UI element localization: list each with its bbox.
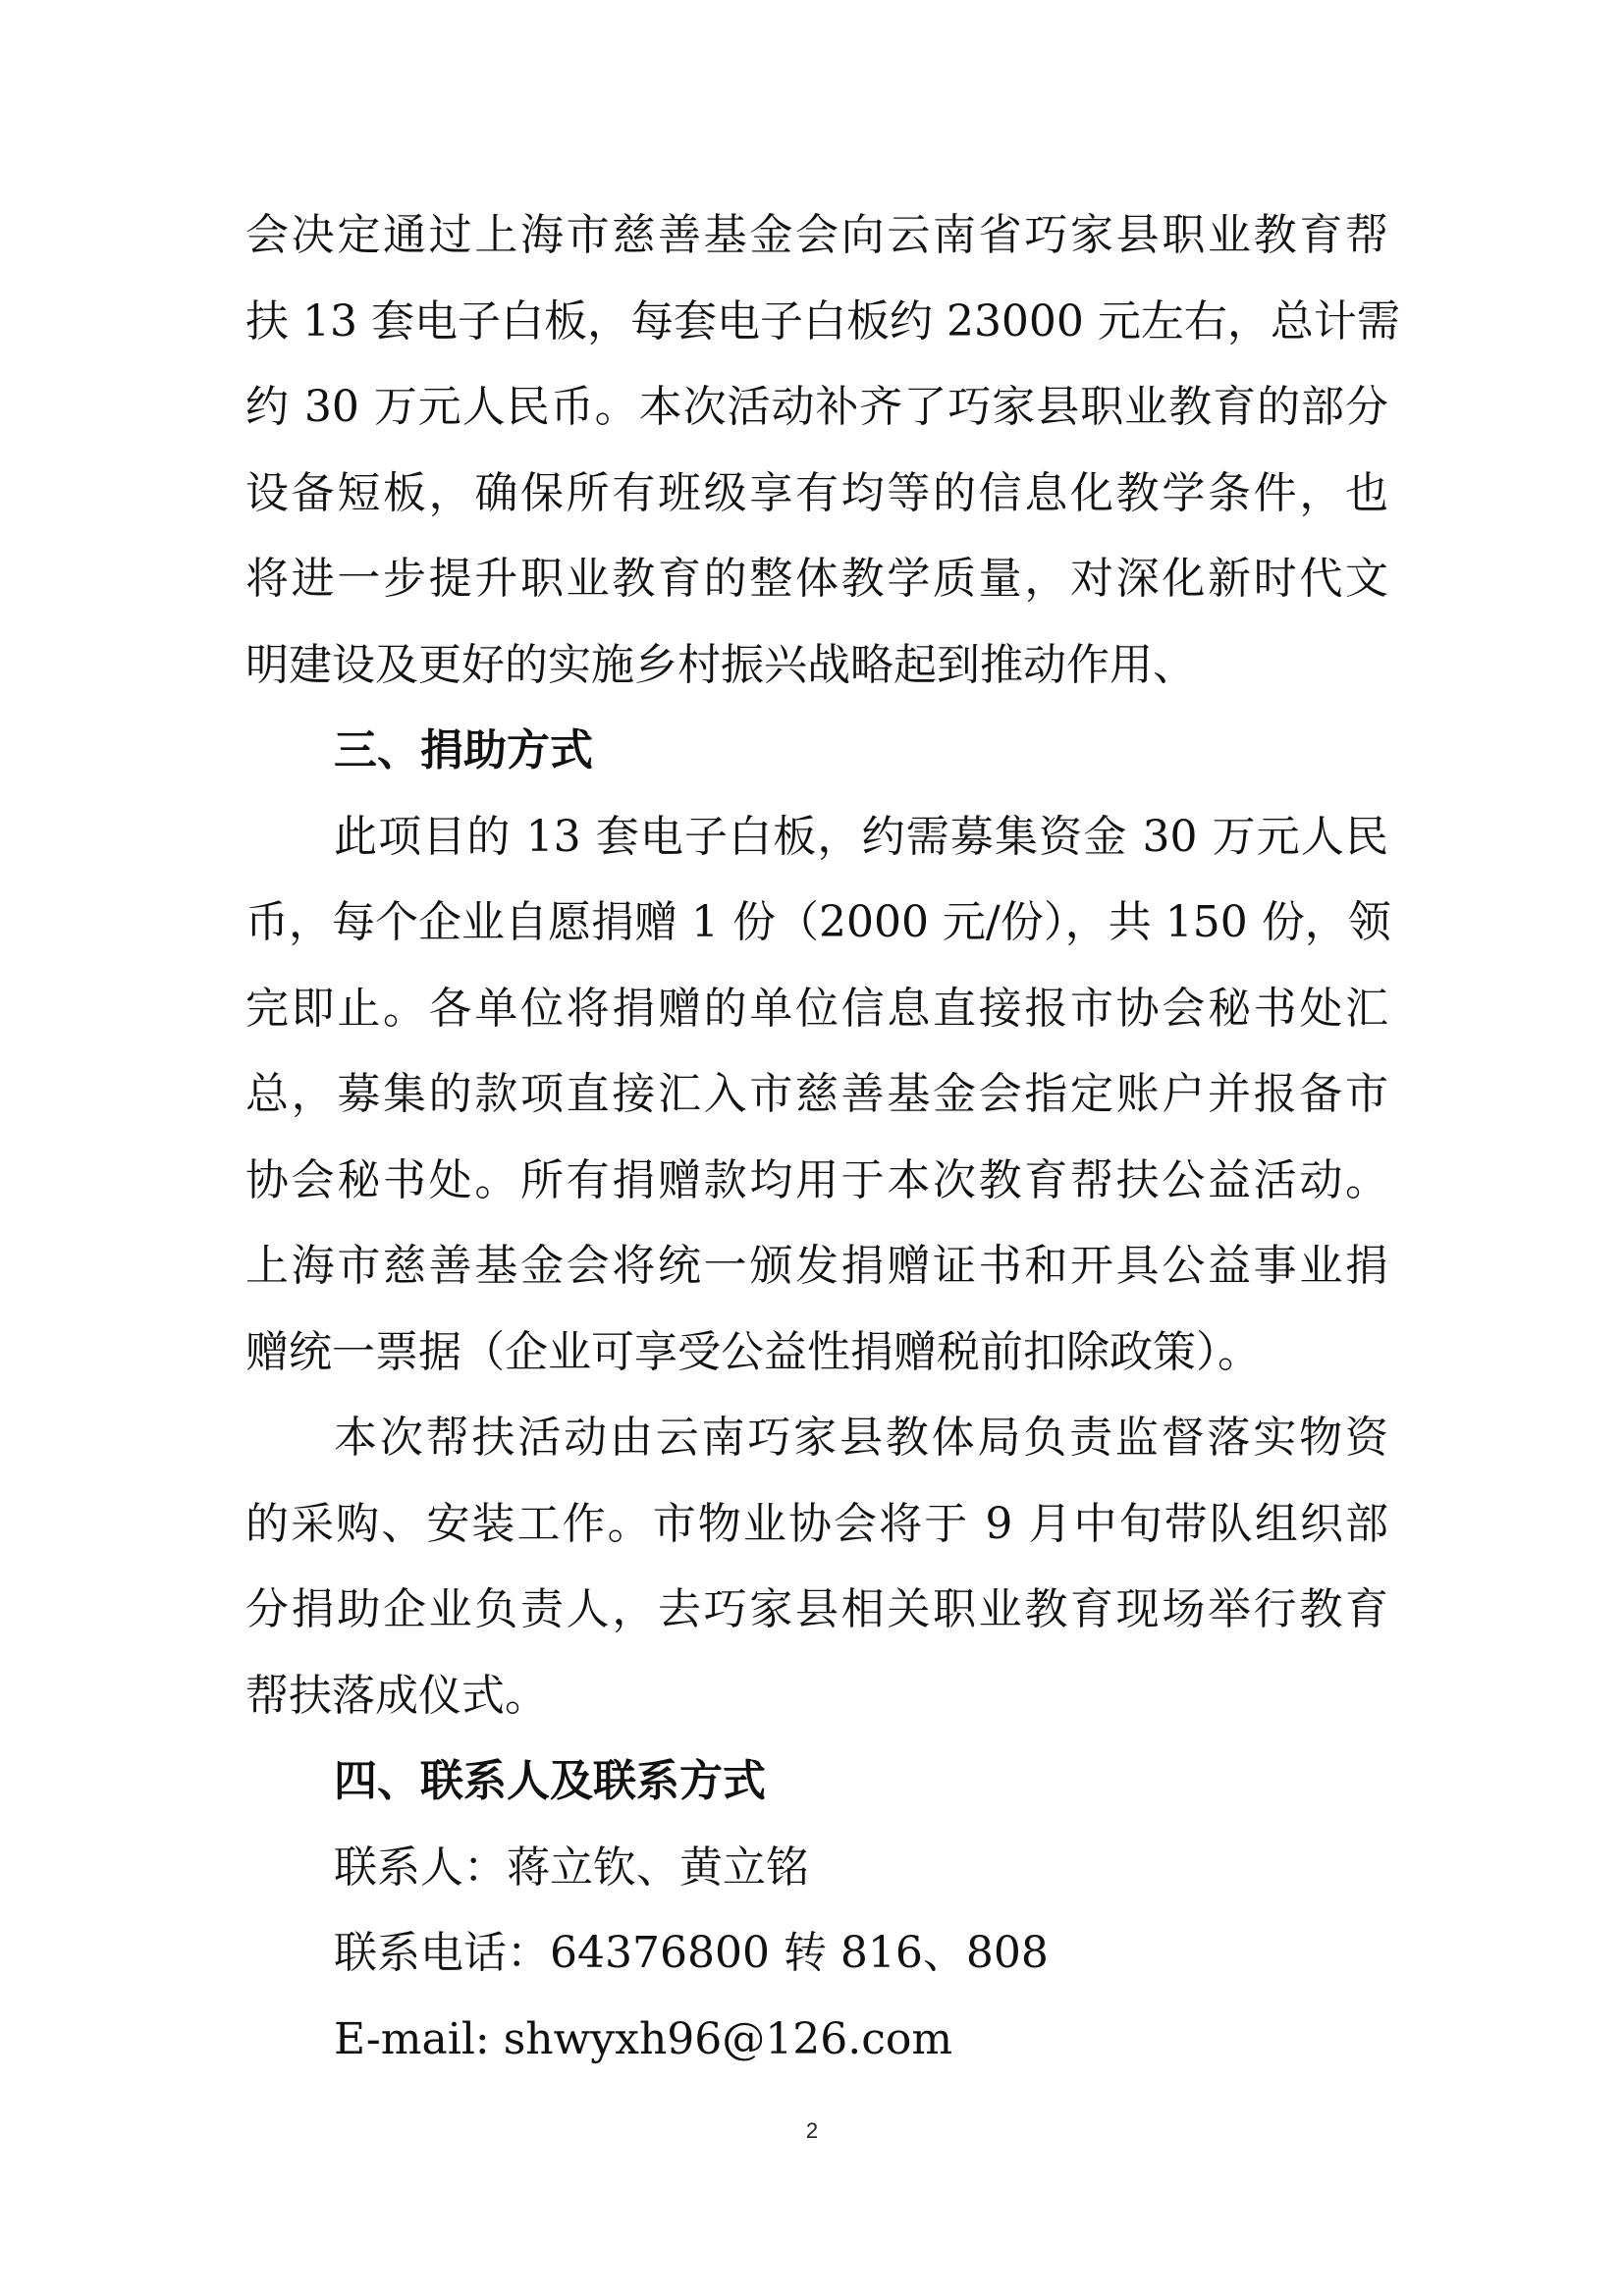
section-heading-contact: 四、联系人及联系方式 <box>334 1756 766 1806</box>
section-heading-donation-method: 三、捐助方式 <box>334 725 593 775</box>
text-line: 此项目的 13 套电子白板，约需募集资金 30 万元人民 <box>334 811 1388 862</box>
text-line: 赠统一票据（企业可享受公益性捐赠税前扣除政策）。 <box>245 1326 1261 1377</box>
text-line: 本次帮扶活动由云南巧家县教体局负责监督落实物资 <box>334 1413 1388 1463</box>
paragraph-supervision <box>245 1395 1388 1738</box>
text-line: 设备短板，确保所有班级享有均等的信息化教学条件，也 <box>245 467 1388 518</box>
text-line: 协会秘书处。所有捐赠款均用于本次教育帮扶公益活动。 <box>245 1154 1388 1205</box>
text-line: 帮扶落成仪式。 <box>245 1670 548 1721</box>
paragraph-continuation <box>245 192 1400 708</box>
contact-email[interactable]: E-mail: shwyxh96@126.com <box>334 2013 953 2064</box>
contact-person: 联系人：蒋立钦、黄立铭 <box>334 1842 809 1893</box>
text-line: 约 30 万元人民币。本次活动补齐了巧家县职业教育的部分 <box>245 382 1388 432</box>
text-line: 的采购、安装工作。市物业协会将于 9 月中旬带队组织部 <box>245 1498 1388 1549</box>
paragraph-donation-details <box>245 794 1391 1396</box>
text-line: 明建设及更好的实施乡村振兴战略起到推动作用、 <box>245 639 1196 690</box>
text-line: 总，募集的款项直接汇入市慈善基金会指定账户并报备市 <box>245 1069 1388 1119</box>
text-line: 扶 13 套电子白板，每套电子白板约 23000 元左右，总计需 <box>245 295 1400 347</box>
contact-phone: 联系电话：64376800 转 816、808 <box>334 1928 1049 1978</box>
text-line: 将进一步提升职业教育的整体教学质量，对深化新时代文 <box>245 554 1388 604</box>
page-number: 2 <box>805 2118 819 2143</box>
text-line: 上海市慈善基金会将统一颁发捐赠证书和开具公益事业捐 <box>245 1241 1388 1291</box>
text-line: 完即止。各单位将捐赠的单位信息直接报市协会秘书处汇 <box>245 983 1388 1034</box>
text-line: 会决定通过上海市慈善基金会向云南省巧家县职业教育帮 <box>245 210 1388 260</box>
text-line: 币，每个企业自愿捐赠 1 份（2000 元/份），共 150 份，领 <box>245 897 1391 947</box>
text-line: 分捐助企业负责人，去巧家县相关职业教育现场举行教育 <box>245 1584 1388 1634</box>
document-body <box>245 192 1400 2082</box>
